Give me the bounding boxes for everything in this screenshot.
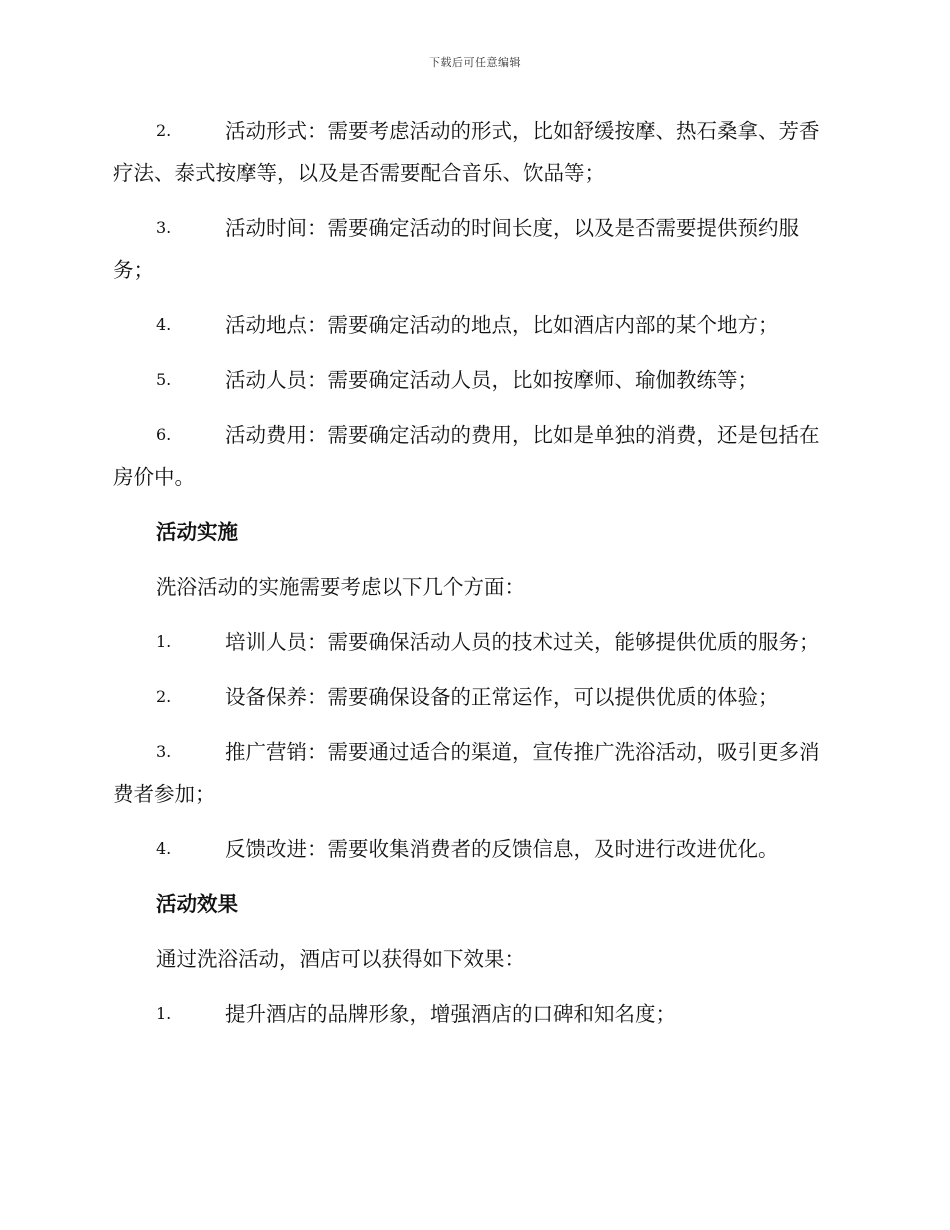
list-item-text: 培训人员：需要确保活动人员的技术过关，能够提供优质的服务； <box>225 630 820 654</box>
list-number: 4. <box>156 315 172 334</box>
list-number: 5. <box>156 370 172 389</box>
list-item <box>113 621 835 663</box>
list-item <box>113 359 835 401</box>
list-item-text: 设备保养：需要确保设备的正常运作，可以提供优质的体验； <box>225 685 779 709</box>
section-heading-implementation: 活动实施 <box>156 520 238 544</box>
list-item <box>113 676 835 718</box>
list-number: 2. <box>156 121 172 140</box>
list-number: 6. <box>156 425 172 444</box>
list-item-text: 活动地点：需要确定活动的地点，比如酒店内部的某个地方； <box>225 313 779 337</box>
list-item <box>113 304 835 346</box>
page-header-note: 下载后可任意编辑 <box>429 56 521 69</box>
list-item <box>113 993 835 1035</box>
list-number: 3. <box>156 218 172 237</box>
list-item <box>113 110 835 194</box>
list-item-text: 活动时间：需要确定活动的时间长度，以及是否需要提供预约服务； <box>113 216 799 282</box>
list-number: 1. <box>156 1004 172 1023</box>
list-item-text: 活动人员：需要确定活动人员，比如按摩师、瑜伽教练等； <box>225 368 758 392</box>
list-item <box>113 207 835 291</box>
list-item-text: 提升酒店的品牌形象，增强酒店的口碑和知名度； <box>225 1002 676 1026</box>
list-item <box>113 731 835 815</box>
list-number: 2. <box>156 687 172 706</box>
list-item-text: 反馈改进：需要收集消费者的反馈信息，及时进行改进优化。 <box>225 837 779 861</box>
section-intro-effects: 通过洗浴活动，酒店可以获得如下效果： <box>156 947 525 971</box>
list-item-text: 活动形式：需要考虑活动的形式，比如舒缓按摩、热石桑拿、芳香疗法、泰式按摩等，以及是否需要配合音乐、饮品等； <box>113 119 820 185</box>
list-item-text: 活动费用：需要确定活动的费用，比如是单独的消费，还是包括在房价中。 <box>113 423 820 489</box>
list-item-text: 推广营销：需要通过适合的渠道，宣传推广洗浴活动，吸引更多消费者参加； <box>113 740 820 806</box>
section-intro-implementation: 洗浴活动的实施需要考虑以下几个方面： <box>156 575 525 599</box>
list-item <box>113 414 835 498</box>
list-number: 3. <box>156 742 172 761</box>
list-number: 1. <box>156 632 172 651</box>
list-item <box>113 828 835 870</box>
list-number: 4. <box>156 839 172 858</box>
document-body <box>113 110 835 1048</box>
section-heading-effects: 活动效果 <box>156 892 238 916</box>
